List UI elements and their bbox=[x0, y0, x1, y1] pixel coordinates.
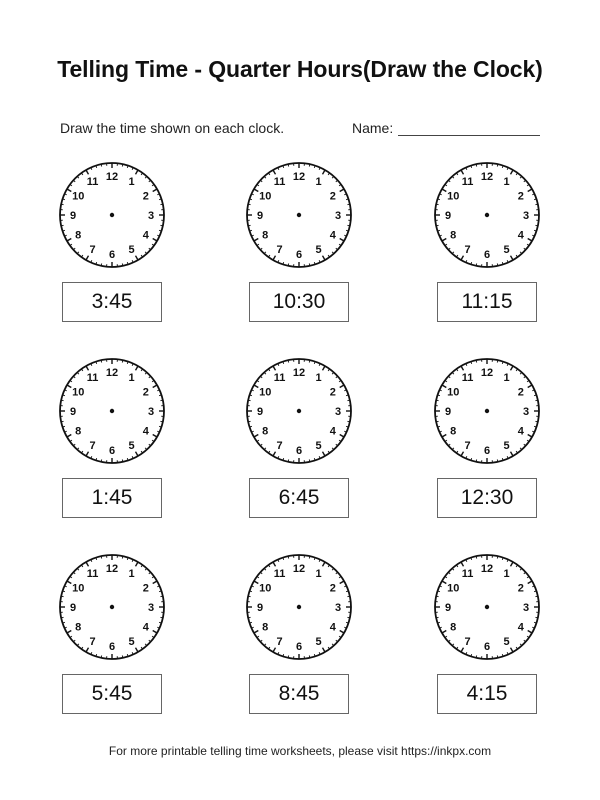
minute-tick bbox=[347, 225, 349, 226]
clock-number: 11 bbox=[461, 568, 474, 581]
clock-number: 12 bbox=[292, 563, 306, 575]
minute-tick bbox=[497, 655, 498, 657]
minute-tick bbox=[101, 164, 102, 166]
instructions-text: Draw the time shown on each clock. bbox=[60, 120, 285, 136]
minute-tick bbox=[535, 596, 537, 597]
clock-number: 8 bbox=[262, 621, 269, 634]
clock-number: 10 bbox=[259, 386, 272, 399]
clock-number: 11 bbox=[273, 372, 286, 385]
minute-tick bbox=[347, 617, 349, 618]
clock-number: 9 bbox=[69, 406, 77, 418]
clock-number: 4 bbox=[329, 425, 336, 438]
clock-number: 12 bbox=[292, 367, 306, 379]
clock-number: 10 bbox=[72, 386, 85, 399]
clock-number: 10 bbox=[72, 582, 85, 595]
clock-number: 4 bbox=[142, 621, 149, 634]
minute-tick bbox=[101, 655, 102, 657]
clock-number: 4 bbox=[517, 229, 524, 242]
time-label-box: 8:45 bbox=[249, 674, 349, 714]
minute-tick bbox=[309, 655, 310, 657]
clock-number: 5 bbox=[315, 243, 322, 256]
minute-tick bbox=[288, 459, 289, 461]
clock-number: 1 bbox=[315, 176, 322, 189]
clock-number: 5 bbox=[315, 439, 322, 452]
minute-tick bbox=[309, 263, 310, 265]
clock-number: 2 bbox=[517, 190, 524, 203]
clock-face[interactable] bbox=[243, 551, 355, 663]
time-label-box: 10:30 bbox=[249, 282, 349, 322]
clock-number: 5 bbox=[128, 635, 135, 648]
center-dot-icon bbox=[297, 605, 301, 609]
clock-number: 7 bbox=[276, 243, 283, 256]
clock-number: 3 bbox=[522, 406, 530, 418]
minute-tick bbox=[476, 655, 477, 657]
time-label-box: 3:45 bbox=[62, 282, 162, 322]
time-label-box: 6:45 bbox=[249, 478, 349, 518]
clock-number: 7 bbox=[89, 243, 96, 256]
clock-face[interactable] bbox=[56, 159, 168, 271]
minute-tick bbox=[347, 204, 349, 205]
minute-tick bbox=[497, 459, 498, 461]
clock-number: 2 bbox=[517, 582, 524, 595]
clock-number: 12 bbox=[480, 171, 494, 183]
clock-number: 9 bbox=[256, 406, 264, 418]
minute-tick bbox=[61, 596, 63, 597]
minute-tick bbox=[497, 263, 498, 265]
clock-number: 12 bbox=[105, 171, 119, 183]
minute-tick bbox=[436, 421, 438, 422]
time-label-box: 11:15 bbox=[437, 282, 537, 322]
clock-number: 7 bbox=[276, 635, 283, 648]
clock-number: 10 bbox=[259, 582, 272, 595]
minute-tick bbox=[122, 459, 123, 461]
minute-tick bbox=[248, 421, 250, 422]
minute-tick bbox=[248, 400, 250, 401]
minute-tick bbox=[122, 164, 123, 166]
clock-number: 11 bbox=[86, 176, 99, 189]
clock-number: 12 bbox=[480, 367, 494, 379]
clock-number: 11 bbox=[86, 568, 99, 581]
minute-tick bbox=[160, 400, 162, 401]
clock-number: 2 bbox=[142, 190, 149, 203]
clock-number: 1 bbox=[315, 568, 322, 581]
minute-tick bbox=[248, 204, 250, 205]
clock-number: 6 bbox=[483, 445, 491, 457]
center-dot-icon bbox=[110, 409, 114, 413]
name-label: Name: bbox=[352, 120, 394, 136]
clock-number: 12 bbox=[105, 367, 119, 379]
clock-number: 1 bbox=[503, 568, 510, 581]
clock-number: 8 bbox=[75, 425, 82, 438]
clock-face[interactable] bbox=[431, 551, 543, 663]
clock-face[interactable] bbox=[56, 355, 168, 467]
clock-number: 2 bbox=[329, 582, 336, 595]
clock-face[interactable] bbox=[56, 551, 168, 663]
minute-tick bbox=[347, 421, 349, 422]
clock-number: 5 bbox=[503, 439, 510, 452]
clock-number: 5 bbox=[503, 243, 510, 256]
minute-tick bbox=[101, 459, 102, 461]
name-write-line[interactable] bbox=[398, 120, 540, 136]
clock-number: 7 bbox=[276, 439, 283, 452]
clock-number: 10 bbox=[259, 190, 272, 203]
clock-number: 9 bbox=[256, 210, 264, 222]
minute-tick bbox=[476, 263, 477, 265]
clock-number: 12 bbox=[292, 171, 306, 183]
minute-tick bbox=[436, 596, 438, 597]
minute-tick bbox=[436, 400, 438, 401]
minute-tick bbox=[101, 263, 102, 265]
minute-tick bbox=[101, 360, 102, 362]
clock-number: 2 bbox=[517, 386, 524, 399]
name-field bbox=[352, 120, 540, 136]
clock-number: 3 bbox=[147, 406, 155, 418]
clock-number: 4 bbox=[517, 621, 524, 634]
clock-number: 4 bbox=[329, 229, 336, 242]
clock-number: 7 bbox=[464, 439, 471, 452]
page-title: Telling Time - Quarter Hours(Draw the Clock) bbox=[57, 56, 543, 82]
clock-face[interactable] bbox=[243, 355, 355, 467]
clock-number: 4 bbox=[142, 425, 149, 438]
center-dot-icon bbox=[297, 213, 301, 217]
minute-tick bbox=[61, 421, 63, 422]
minute-tick bbox=[535, 617, 537, 618]
clock-face[interactable] bbox=[243, 159, 355, 271]
minute-tick bbox=[288, 263, 289, 265]
minute-tick bbox=[61, 225, 63, 226]
clock-number: 8 bbox=[262, 425, 269, 438]
minute-tick bbox=[347, 400, 349, 401]
clock-number: 10 bbox=[447, 190, 460, 203]
minute-tick bbox=[288, 360, 289, 362]
minute-tick bbox=[160, 596, 162, 597]
minute-tick bbox=[309, 164, 310, 166]
clock-number: 7 bbox=[464, 243, 471, 256]
clock-face[interactable] bbox=[431, 159, 543, 271]
clock-number: 2 bbox=[142, 582, 149, 595]
clock-number: 9 bbox=[444, 210, 452, 222]
clock-number: 6 bbox=[483, 641, 491, 653]
clock-number: 3 bbox=[147, 210, 155, 222]
minute-tick bbox=[122, 556, 123, 558]
center-dot-icon bbox=[485, 605, 489, 609]
clock-number: 4 bbox=[517, 425, 524, 438]
clock-number: 12 bbox=[480, 563, 494, 575]
minute-tick bbox=[309, 360, 310, 362]
minute-tick bbox=[61, 617, 63, 618]
center-dot-icon bbox=[110, 213, 114, 217]
minute-tick bbox=[476, 164, 477, 166]
time-label-box: 4:15 bbox=[437, 674, 537, 714]
clock-number: 1 bbox=[503, 176, 510, 189]
clock-number: 8 bbox=[262, 229, 269, 242]
minute-tick bbox=[248, 617, 250, 618]
footer-text: For more printable telling time worksheets, please visit https://inkpx.com bbox=[108, 744, 492, 758]
clock-number: 8 bbox=[75, 621, 82, 634]
clock-number: 6 bbox=[295, 445, 303, 457]
clock-number: 1 bbox=[128, 568, 135, 581]
minute-tick bbox=[248, 596, 250, 597]
clock-number: 5 bbox=[128, 439, 135, 452]
clock-number: 2 bbox=[142, 386, 149, 399]
clock-number: 11 bbox=[273, 568, 286, 581]
minute-tick bbox=[160, 421, 162, 422]
clock-number: 6 bbox=[483, 249, 491, 261]
clock-number: 5 bbox=[128, 243, 135, 256]
clock-number: 9 bbox=[444, 406, 452, 418]
minute-tick bbox=[476, 459, 477, 461]
minute-tick bbox=[288, 556, 289, 558]
minute-tick bbox=[476, 556, 477, 558]
clock-number: 3 bbox=[522, 602, 530, 614]
time-label-box: 12:30 bbox=[437, 478, 537, 518]
clock-number: 3 bbox=[522, 210, 530, 222]
minute-tick bbox=[288, 655, 289, 657]
minute-tick bbox=[436, 617, 438, 618]
minute-tick bbox=[309, 459, 310, 461]
minute-tick bbox=[61, 400, 63, 401]
clock-number: 7 bbox=[464, 635, 471, 648]
clock-number: 6 bbox=[108, 445, 116, 457]
clock-number: 3 bbox=[147, 602, 155, 614]
minute-tick bbox=[535, 204, 537, 205]
clock-number: 3 bbox=[334, 602, 342, 614]
minute-tick bbox=[347, 596, 349, 597]
minute-tick bbox=[535, 400, 537, 401]
minute-tick bbox=[535, 421, 537, 422]
clock-number: 1 bbox=[503, 372, 510, 385]
minute-tick bbox=[101, 556, 102, 558]
clock-number: 11 bbox=[86, 372, 99, 385]
clock-number: 9 bbox=[256, 602, 264, 614]
clock-number: 7 bbox=[89, 439, 96, 452]
clock-number: 4 bbox=[329, 621, 336, 634]
minute-tick bbox=[497, 556, 498, 558]
clock-number: 4 bbox=[142, 229, 149, 242]
minute-tick bbox=[122, 655, 123, 657]
clock-number: 10 bbox=[447, 386, 460, 399]
center-dot-icon bbox=[485, 213, 489, 217]
minute-tick bbox=[497, 360, 498, 362]
clock-number: 11 bbox=[461, 372, 474, 385]
minute-tick bbox=[61, 204, 63, 205]
minute-tick bbox=[497, 164, 498, 166]
minute-tick bbox=[122, 360, 123, 362]
center-dot-icon bbox=[110, 605, 114, 609]
clock-number: 6 bbox=[295, 641, 303, 653]
clock-number: 3 bbox=[334, 210, 342, 222]
clock-number: 3 bbox=[334, 406, 342, 418]
clock-number: 1 bbox=[128, 176, 135, 189]
minute-tick bbox=[476, 360, 477, 362]
clock-number: 8 bbox=[75, 229, 82, 242]
clock-number: 5 bbox=[503, 635, 510, 648]
time-label-box: 1:45 bbox=[62, 478, 162, 518]
clock-number: 6 bbox=[295, 249, 303, 261]
clock-number: 1 bbox=[315, 372, 322, 385]
minute-tick bbox=[160, 204, 162, 205]
clock-number: 8 bbox=[450, 621, 457, 634]
clock-number: 11 bbox=[461, 176, 474, 189]
time-label-box: 5:45 bbox=[62, 674, 162, 714]
minute-tick bbox=[288, 164, 289, 166]
clock-number: 6 bbox=[108, 249, 116, 261]
clock-number: 9 bbox=[444, 602, 452, 614]
clock-number: 9 bbox=[69, 602, 77, 614]
clock-number: 7 bbox=[89, 635, 96, 648]
minute-tick bbox=[436, 225, 438, 226]
minute-tick bbox=[535, 225, 537, 226]
minute-tick bbox=[160, 225, 162, 226]
minute-tick bbox=[309, 556, 310, 558]
minute-tick bbox=[248, 225, 250, 226]
center-dot-icon bbox=[297, 409, 301, 413]
clock-number: 10 bbox=[447, 582, 460, 595]
clock-number: 8 bbox=[450, 229, 457, 242]
clock-number: 12 bbox=[105, 563, 119, 575]
clock-number: 11 bbox=[273, 176, 286, 189]
minute-tick bbox=[122, 263, 123, 265]
minute-tick bbox=[160, 617, 162, 618]
clock-number: 2 bbox=[329, 386, 336, 399]
center-dot-icon bbox=[485, 409, 489, 413]
clock-number: 1 bbox=[128, 372, 135, 385]
minute-tick bbox=[436, 204, 438, 205]
clock-number: 10 bbox=[72, 190, 85, 203]
clock-number: 5 bbox=[315, 635, 322, 648]
clock-number: 6 bbox=[108, 641, 116, 653]
clock-number: 9 bbox=[69, 210, 77, 222]
clock-number: 8 bbox=[450, 425, 457, 438]
clock-number: 2 bbox=[329, 190, 336, 203]
clock-face[interactable] bbox=[431, 355, 543, 467]
